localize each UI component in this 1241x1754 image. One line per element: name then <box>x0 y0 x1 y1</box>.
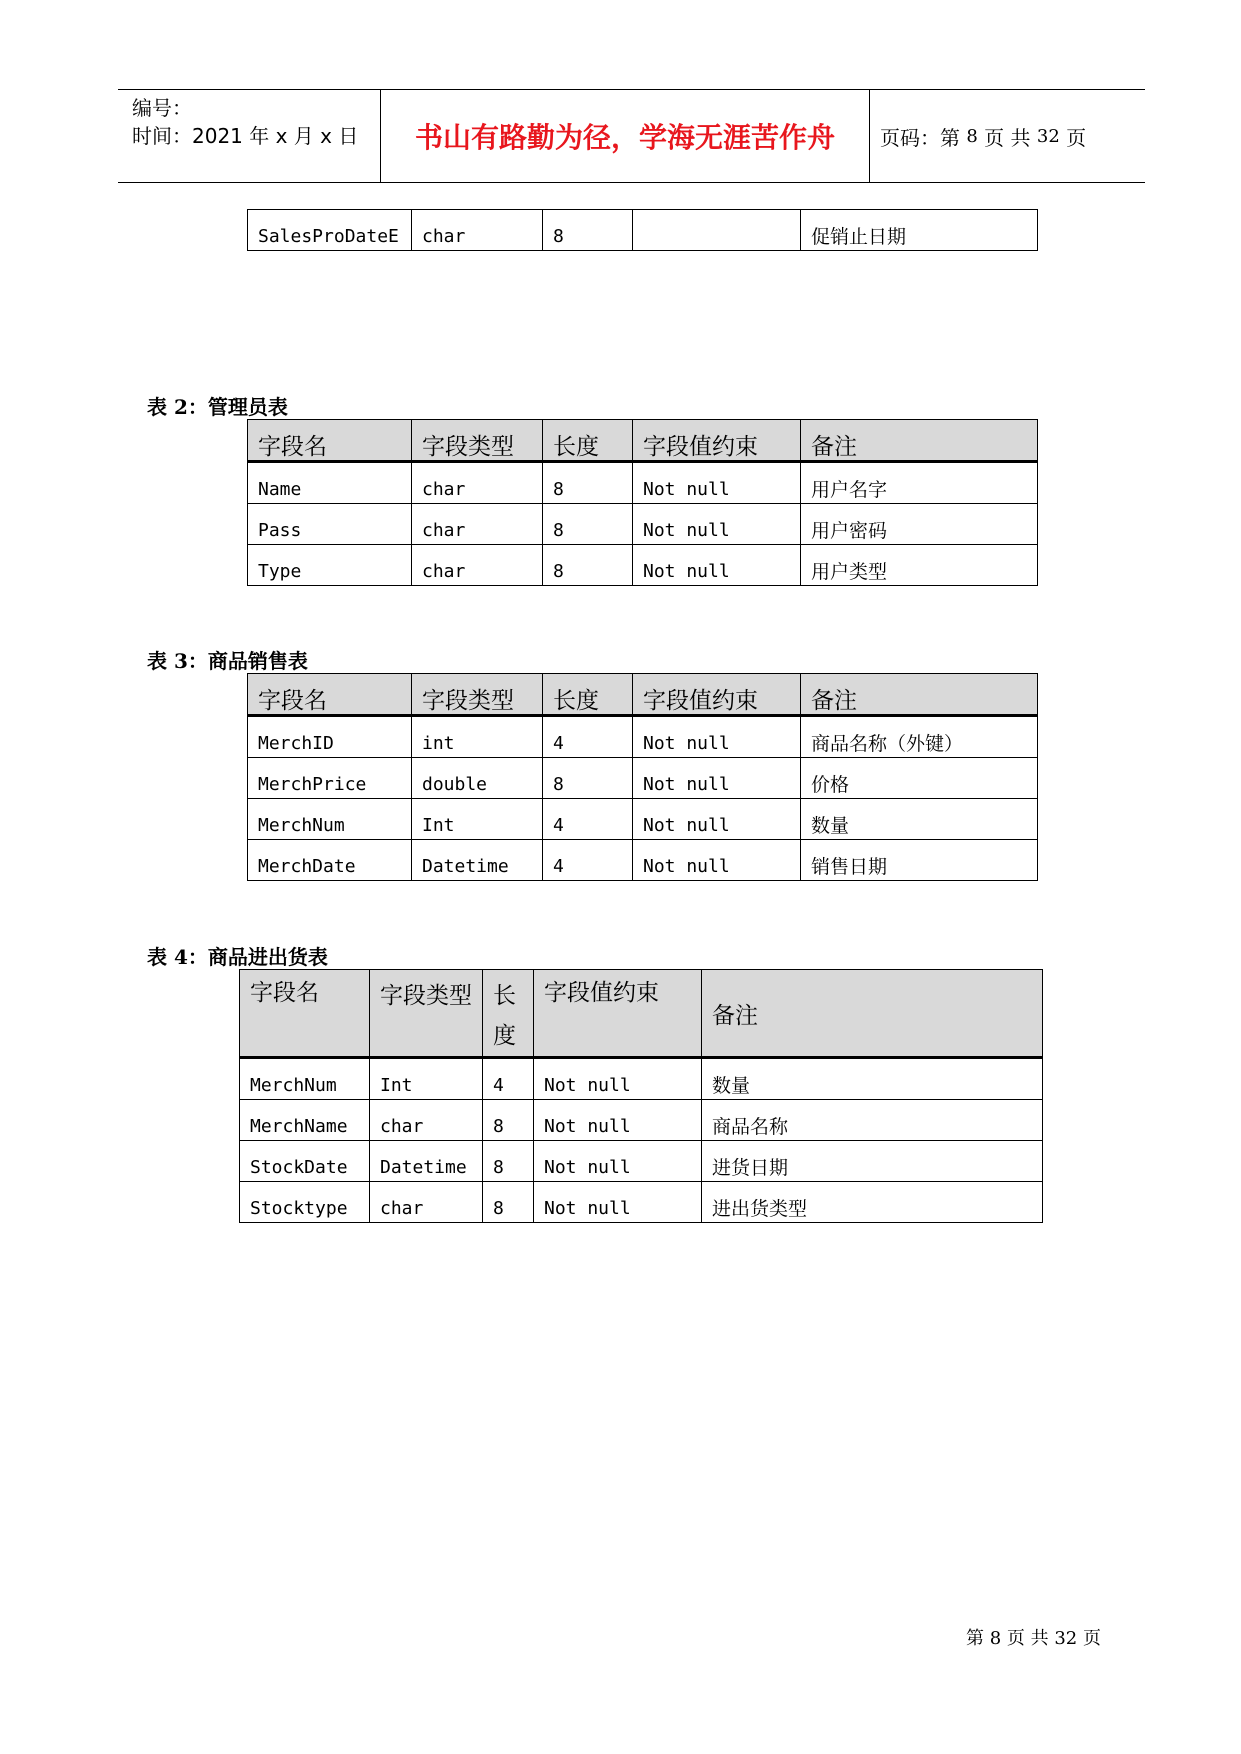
field-remark-cell: 进货日期 <box>702 1141 1043 1182</box>
field-name-cell: Name <box>248 462 412 504</box>
page-header <box>118 89 1145 183</box>
table-row <box>248 840 1038 881</box>
table-header-row <box>248 420 1038 462</box>
field-type-cell: char <box>370 1100 483 1141</box>
header-cell-length: 长度 <box>483 970 534 1058</box>
header-cell-length: 长度 <box>543 674 633 716</box>
field-length-cell: 8 <box>483 1100 534 1141</box>
field-constraint-cell: Not null <box>534 1058 702 1100</box>
field-type-cell: char <box>412 545 543 586</box>
table2 <box>247 419 1038 586</box>
header-meta <box>118 90 380 182</box>
field-constraint-cell: Not null <box>633 462 801 504</box>
field-name-cell: Type <box>248 545 412 586</box>
field-type-cell: Int <box>412 799 543 840</box>
header-cell-constraint: 字段值约束 <box>534 970 702 1058</box>
table-row <box>248 799 1038 840</box>
field-length-cell: 8 <box>543 545 633 586</box>
table-row <box>248 716 1038 758</box>
header-cell-field-type: 字段类型 <box>412 674 543 716</box>
field-length-cell: 4 <box>543 799 633 840</box>
field-constraint-cell: Not null <box>633 545 801 586</box>
field-name-cell: SalesProDateE <box>248 210 412 251</box>
header-cell-remark: 备注 <box>801 674 1038 716</box>
field-remark-cell: 用户类型 <box>801 545 1038 586</box>
table-row <box>248 758 1038 799</box>
field-name-cell: MerchID <box>248 716 412 758</box>
table-header-row <box>240 970 1043 1058</box>
field-constraint-cell <box>633 210 801 251</box>
table-row <box>248 462 1038 504</box>
header-cell-field-type: 字段类型 <box>370 970 483 1058</box>
field-remark-cell: 促销止日期 <box>801 210 1038 251</box>
table2-caption: 表 2：管理员表 <box>147 395 288 419</box>
field-type-cell: char <box>412 462 543 504</box>
field-constraint-cell: Not null <box>633 758 801 799</box>
header-cell-length: 长度 <box>543 420 633 462</box>
table1-tail <box>247 209 1038 251</box>
field-remark-cell: 销售日期 <box>801 840 1038 881</box>
field-name-cell: MerchNum <box>248 799 412 840</box>
field-type-cell: Datetime <box>412 840 543 881</box>
field-name-cell: MerchPrice <box>248 758 412 799</box>
field-name-cell: MerchName <box>240 1100 370 1141</box>
field-type-cell: int <box>412 716 543 758</box>
field-remark-cell: 商品名称 <box>702 1100 1043 1141</box>
field-type-cell: double <box>412 758 543 799</box>
page-total: 32 <box>1036 125 1060 147</box>
field-type-cell: Int <box>370 1058 483 1100</box>
field-name-cell: MerchNum <box>240 1058 370 1100</box>
field-length-cell: 4 <box>543 840 633 881</box>
page-suffix: 页 <box>1066 125 1087 150</box>
table-row <box>248 504 1038 545</box>
header-cell-remark: 备注 <box>801 420 1038 462</box>
field-constraint-cell: Not null <box>633 716 801 758</box>
table4-caption: 表 4：商品进出货表 <box>147 945 328 969</box>
field-name-cell: MerchDate <box>248 840 412 881</box>
field-type-cell: Datetime <box>370 1141 483 1182</box>
header-cell-field-type: 字段类型 <box>412 420 543 462</box>
field-remark-cell: 数量 <box>801 799 1038 840</box>
header-cell-field-name: 字段名 <box>248 674 412 716</box>
field-length-cell: 8 <box>543 462 633 504</box>
field-name-cell: Stocktype <box>240 1182 370 1223</box>
header-number-label: 编号： <box>132 96 192 120</box>
page-current: 8 <box>966 125 978 147</box>
field-remark-cell: 进出货类型 <box>702 1182 1043 1223</box>
header-page-number <box>870 90 1145 182</box>
field-constraint-cell: Not null <box>633 799 801 840</box>
header-date: 时间：2021 年 x 月 x 日 <box>132 124 359 148</box>
field-type-cell: char <box>412 210 543 251</box>
table-row <box>240 1100 1043 1141</box>
table-row <box>240 1182 1043 1223</box>
field-constraint-cell: Not null <box>633 504 801 545</box>
field-constraint-cell: Not null <box>534 1100 702 1141</box>
field-length-cell: 8 <box>543 504 633 545</box>
header-cell-constraint: 字段值约束 <box>633 420 801 462</box>
field-remark-cell: 商品名称（外键） <box>801 716 1038 758</box>
field-constraint-cell: Not null <box>633 840 801 881</box>
header-cell-field-name: 字段名 <box>248 420 412 462</box>
field-length-cell: 4 <box>543 716 633 758</box>
field-length-cell: 4 <box>483 1058 534 1100</box>
field-name-cell: StockDate <box>240 1141 370 1182</box>
page-footer: 第 8 页 共 32 页 <box>966 1628 1101 1649</box>
page-prefix: 页码：第 <box>880 125 960 150</box>
table-row <box>248 545 1038 586</box>
field-remark-cell: 用户密码 <box>801 504 1038 545</box>
field-length-cell: 8 <box>543 210 633 251</box>
header-motto-cell <box>380 90 870 182</box>
field-remark-cell: 价格 <box>801 758 1038 799</box>
table4 <box>239 969 1043 1223</box>
field-type-cell: char <box>370 1182 483 1223</box>
table-header-row <box>248 674 1038 716</box>
field-remark-cell: 用户名字 <box>801 462 1038 504</box>
table-row <box>248 210 1038 251</box>
field-constraint-cell: Not null <box>534 1141 702 1182</box>
table3-caption: 表 3：商品销售表 <box>147 649 308 673</box>
field-length-cell: 8 <box>483 1141 534 1182</box>
field-constraint-cell: Not null <box>534 1182 702 1223</box>
field-name-cell: Pass <box>248 504 412 545</box>
header-motto: 书山有路勤为径，学海无涯苦作舟 <box>414 121 835 154</box>
table3 <box>247 673 1038 881</box>
table-row <box>240 1141 1043 1182</box>
field-length-cell: 8 <box>483 1182 534 1223</box>
field-type-cell: char <box>412 504 543 545</box>
field-length-cell: 8 <box>543 758 633 799</box>
page-mid: 页 共 <box>984 125 1031 150</box>
table-row <box>240 1058 1043 1100</box>
header-cell-field-name: 字段名 <box>240 970 370 1058</box>
header-cell-remark: 备注 <box>702 970 1043 1058</box>
field-remark-cell: 数量 <box>702 1058 1043 1100</box>
header-cell-constraint: 字段值约束 <box>633 674 801 716</box>
